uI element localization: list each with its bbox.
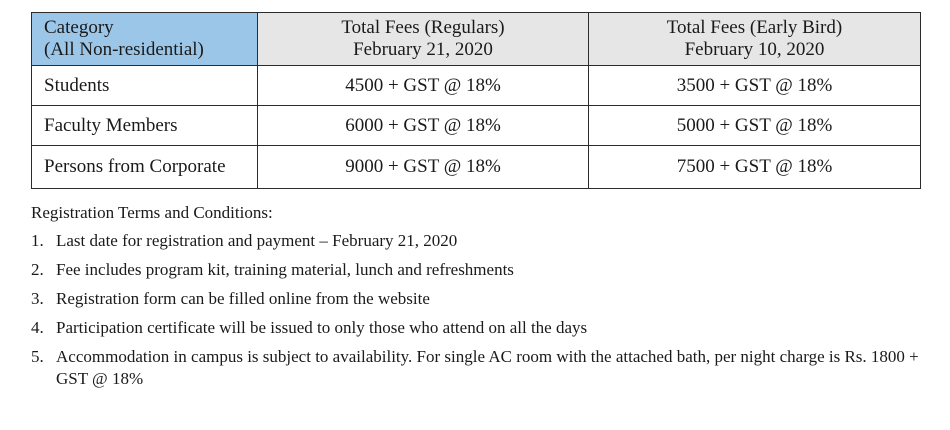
regular-fees-header-line2: February 21, 2020 [353, 39, 493, 60]
regular-fee-cell: 9000 + GST @ 18% [258, 146, 589, 189]
terms-list [31, 230, 931, 390]
list-item-number: 2. [31, 260, 44, 279]
category-header-cell [32, 13, 258, 66]
category-cell: Students [32, 66, 258, 106]
table-row [32, 146, 921, 189]
list-item [31, 230, 931, 252]
list-item [31, 259, 931, 281]
terms-heading: Registration Terms and Conditions: [31, 203, 273, 222]
category-header-line2: (All Non-residential) [44, 39, 204, 60]
list-item-text: Fee includes program kit, training material, lunch and refreshments [56, 260, 514, 279]
fee-table-header-row [32, 13, 921, 66]
early-bird-header-line2: February 10, 2020 [684, 39, 825, 60]
table-row [32, 106, 921, 146]
early-bird-header-cell [589, 13, 921, 66]
list-item-text: Registration form can be filled online from the website [56, 289, 430, 308]
list-item-text: Last date for registration and payment – February 21, 2020 [56, 231, 458, 250]
list-item-text: Participation certificate will be issued to only those who attend on all the days [56, 318, 588, 337]
list-item-number: 4. [31, 318, 44, 337]
list-item-text: Accommodation in campus is subject to availability. For single AC room with the attached bath, per night charge is Rs. 1800 + GST @ 18% [56, 347, 919, 388]
early-bird-header-line1: Total Fees (Early Bird) [666, 17, 843, 38]
early-bird-fee-cell: 3500 + GST @ 18% [589, 66, 921, 106]
list-item [31, 317, 931, 339]
regular-fees-header-line1: Total Fees (Regulars) [341, 17, 505, 38]
table-row [32, 66, 921, 106]
list-item-number: 3. [31, 289, 44, 308]
early-bird-fee-cell: 5000 + GST @ 18% [589, 106, 921, 146]
list-item-number: 5. [31, 347, 44, 366]
fee-table [31, 12, 921, 189]
category-header-line1: Category [44, 17, 114, 38]
category-cell: Faculty Members [32, 106, 258, 146]
list-item [31, 288, 931, 310]
early-bird-fee-cell: 7500 + GST @ 18% [589, 146, 921, 189]
regular-fees-header-cell [258, 13, 589, 66]
terms-section [31, 202, 931, 397]
list-item-number: 1. [31, 231, 44, 250]
regular-fee-cell: 6000 + GST @ 18% [258, 106, 589, 146]
list-item [31, 346, 931, 390]
category-cell: Persons from Corporate [32, 146, 258, 189]
regular-fee-cell: 4500 + GST @ 18% [258, 66, 589, 106]
